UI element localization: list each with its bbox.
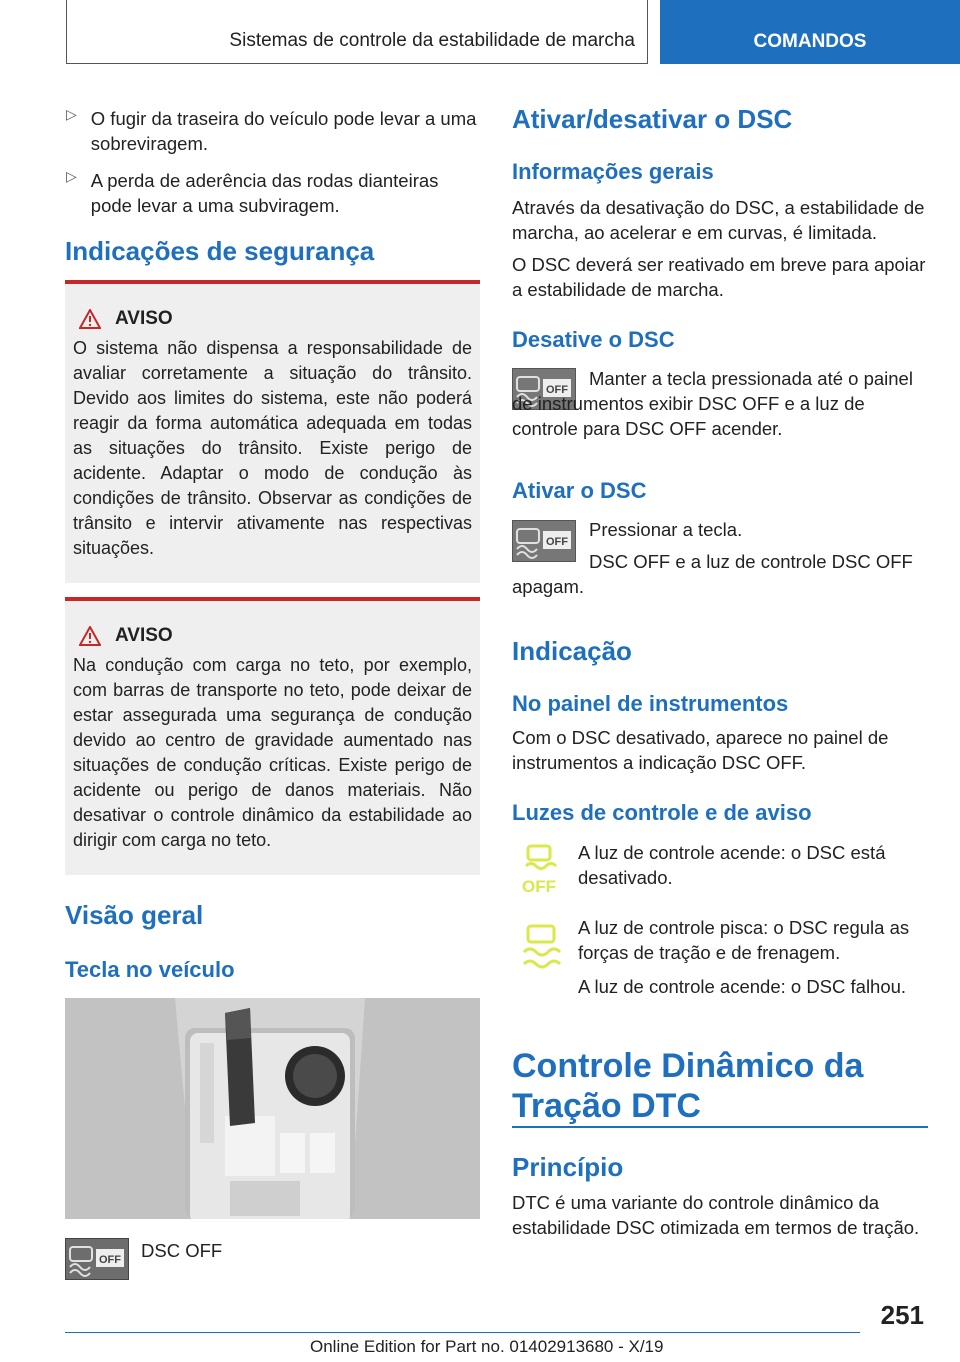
chapter-tab[interactable] — [660, 0, 960, 64]
general-info-heading: Informações gerais — [512, 159, 714, 184]
overview-heading: Visão geral — [65, 900, 204, 930]
light-paragraph-1: A luz de controle acende: o DSC está desativado. — [578, 842, 886, 888]
panel-paragraph: Com o DSC desativado, aparece no painel de instrumentos a indicação DSC OFF. — [512, 727, 889, 773]
button-heading: Tecla no veículo — [65, 957, 235, 982]
warning-box — [65, 280, 480, 583]
panel-heading: No painel de instrumentos — [512, 691, 789, 716]
svg-text:OFF: OFF — [522, 877, 556, 896]
bullet-text: A perda de aderência das rodas dianteiras pode levar a uma subviragem. — [90, 170, 439, 216]
svg-text:OFF: OFF — [99, 1254, 121, 1266]
warning-box — [65, 597, 480, 875]
footer-rule — [65, 1332, 860, 1333]
dsc-lamp-icon — [520, 922, 562, 972]
warning-header — [79, 625, 472, 647]
page-number: 251 — [880, 1300, 924, 1330]
dsc-off-lamp-icon — [520, 842, 560, 896]
deactivate-heading: Desative o DSC — [512, 327, 675, 352]
svg-text:OFF: OFF — [546, 384, 568, 396]
warning-title: AVISO — [115, 625, 173, 646]
section-header — [66, 0, 648, 64]
light-paragraph-3: A luz de controle acende: o DSC falhou. — [578, 976, 907, 997]
svg-text:OFF: OFF — [546, 536, 568, 548]
principle-heading: Princípio — [512, 1152, 624, 1182]
activate-paragraph-1: Pressionar a tecla. — [589, 519, 743, 540]
general-paragraph-2: O DSC deverá ser reativado em breve para apoiar a estabilidade de marcha. — [512, 254, 926, 300]
activate-dsc-heading: Ativar o DSC — [512, 478, 647, 503]
warning-title: AVISO — [115, 308, 173, 329]
light-paragraph-2: A luz de controle pisca: o DSC regula as forças de tração e de frenagem. — [578, 917, 910, 963]
dtc-heading: Controle Dinâmico da Tração DTC — [512, 1047, 864, 1125]
dsc-off-key-icon — [65, 1238, 129, 1280]
deactivate-paragraph: Manter a tecla pressionada até o painel de instrumentos exibir DSC OFF e a luz de controle para DSC OFF acender. — [512, 368, 913, 439]
principle-paragraph: DTC é uma variante do controle dinâmico da estabilidade DSC otimizada em termos de tração. — [512, 1192, 920, 1238]
center-console-photo — [65, 998, 480, 1219]
general-paragraph-1: Através da desativação do DSC, a estabilidade de marcha, ao acelerar e em curvas, é limitada. — [512, 197, 925, 243]
warning-text: Na condução com carga no teto, por exemplo, com barras de transporte no teto, pode deixar de estar assegurada uma segurança de condução devido ao centro de gravidade aumentado nas situações de condução críticas. Existe perigo de acidente ou perigo de danos materiais. Não desativar o controle dinâmico da estabilidade ao dirigir com carga no teto. — [73, 655, 472, 850]
heading-divider — [512, 1126, 928, 1128]
warning-header — [79, 308, 472, 330]
lights-heading: Luzes de controle e de aviso — [512, 800, 812, 825]
triangle-bullet-icon: ▷ — [66, 106, 77, 122]
warning-triangle-icon — [79, 626, 101, 646]
section-title: Sistemas de controle da estabilidade de marcha — [229, 30, 635, 51]
activate-heading: Ativar/desativar o DSC — [512, 104, 793, 134]
warning-text: O sistema não dispensa a responsabilidade de avaliar corretamente a situação do trânsito. Devido aos limites do sistema, este não poderá reagir da forma automática adequada em todas as situações do trânsito. Existe perigo de acidente. Adaptar o modo de condução às condições de trânsito. Observar as condições de trânsito e intervir ativamente nas respectivas situações. — [73, 338, 472, 558]
bullet-list — [66, 106, 480, 218]
activate-paragraph-2: DSC OFF e a luz de controle DSC OFF apagam. — [512, 551, 913, 597]
bullet-text: O fugir da traseira do veículo pode levar a uma sobreviragem. — [90, 108, 477, 154]
safety-heading: Indicações de segurança — [65, 236, 375, 266]
triangle-bullet-icon: ▷ — [66, 168, 77, 184]
chapter-tab-label: COMANDOS — [753, 31, 867, 52]
footer-edition: Online Edition for Part no. 01402913680 - X/19 — [310, 1337, 664, 1356]
list-item — [66, 168, 480, 218]
warning-triangle-icon — [79, 309, 101, 329]
indication-heading: Indicação — [512, 636, 632, 666]
photo-caption: DSC OFF — [141, 1240, 223, 1261]
list-item — [66, 106, 480, 156]
